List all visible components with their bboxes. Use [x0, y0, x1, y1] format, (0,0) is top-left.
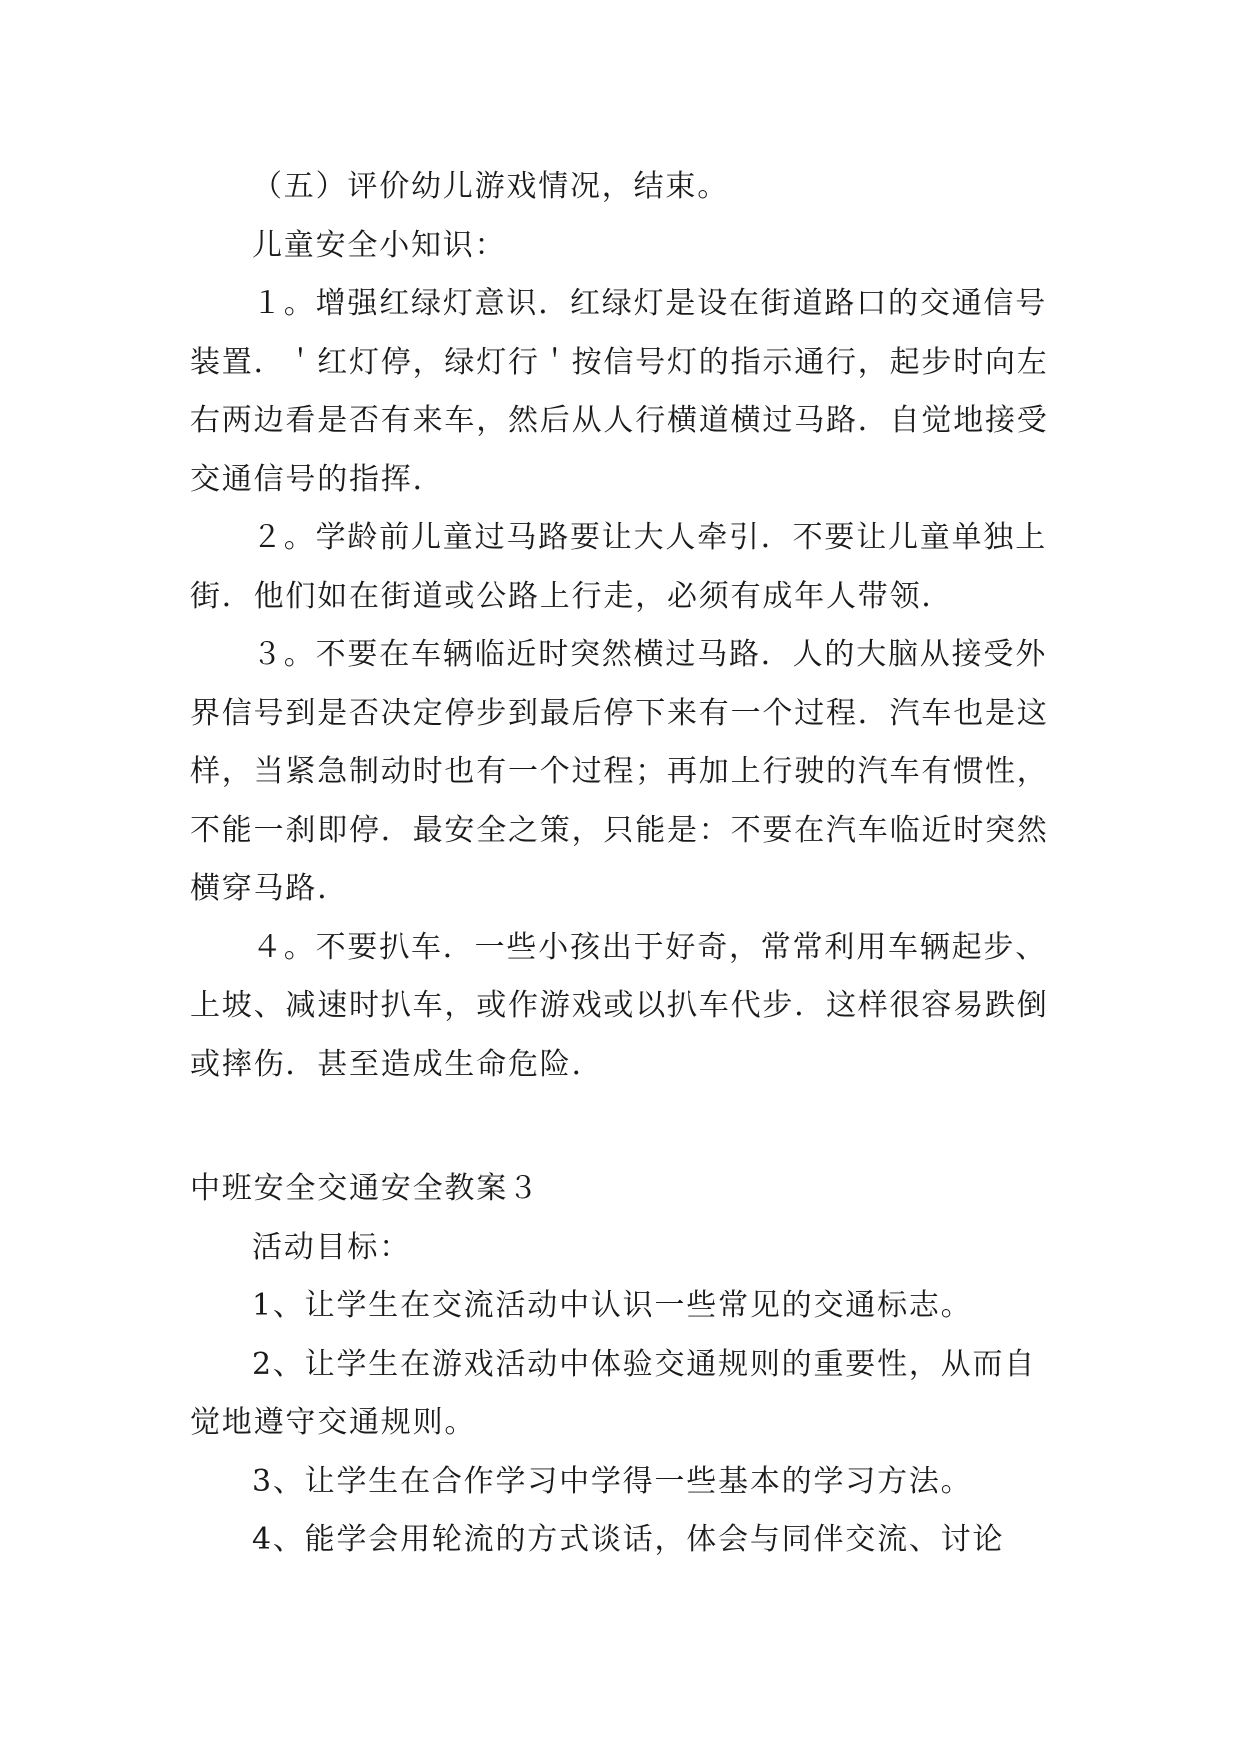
- paragraph-goal-3: 3、让学生在合作学习中学得一些基本的学习方法。: [252, 1463, 973, 1499]
- paragraph-tip-3: ３。不要在车辆临近时突然横过马路．人的大脑从接受外界信号到是否决定停步到最后停下来有一个过程．汽车也是这样，当紧急制动时也有一个过程；再加上行驶的汽车有惯性，不能一刹即停．最安全之策，只能是：不要在汽车临近时突然横穿马路．: [190, 637, 1049, 906]
- paragraph-safety-tips-title: 儿童安全小知识：: [252, 227, 507, 263]
- paragraph-tip-1: １。增强红绿灯意识．红绿灯是设在街道路口的交通信号装置．＇红灯停，绿灯行＇按信号灯的指示通行，起步时向左右两边看是否有来车，然后从人行横道横过马路．自觉地接受交通信号的指挥．: [190, 286, 1049, 497]
- section-gap: [190, 1094, 1050, 1160]
- paragraph-goal-4: 4、能学会用轮流的方式谈话，体会与同伴交流、讨论: [252, 1522, 1005, 1557]
- paragraph-evaluation: （五）评价幼儿游戏情况，结束。: [252, 169, 729, 204]
- document-body: [190, 158, 1050, 1570]
- section-title: 中班安全交通安全教案３: [190, 1171, 540, 1206]
- paragraph-goal-2: 2、让学生在游戏活动中体验交通规则的重要性，从而自觉地遵守交通规则。: [190, 1346, 1037, 1440]
- paragraph-tip-4: ４。不要扒车．一些小孩出于好奇，常常利用车辆起步、上坡、减速时扒车，或作游戏或以扒车代步．这样很容易跌倒或摔伤．甚至造成生命危险．: [190, 929, 1049, 1082]
- paragraph-goals-title: 活动目标：: [252, 1229, 411, 1265]
- paragraph-goal-1: 1、让学生在交流活动中认识一些常见的交通标志。: [252, 1288, 973, 1323]
- paragraph-tip-2: ２。学龄前儿童过马路要让大人牵引．不要让儿童单独上街．他们如在街道或公路上行走，必须有成年人带领．: [190, 520, 1047, 614]
